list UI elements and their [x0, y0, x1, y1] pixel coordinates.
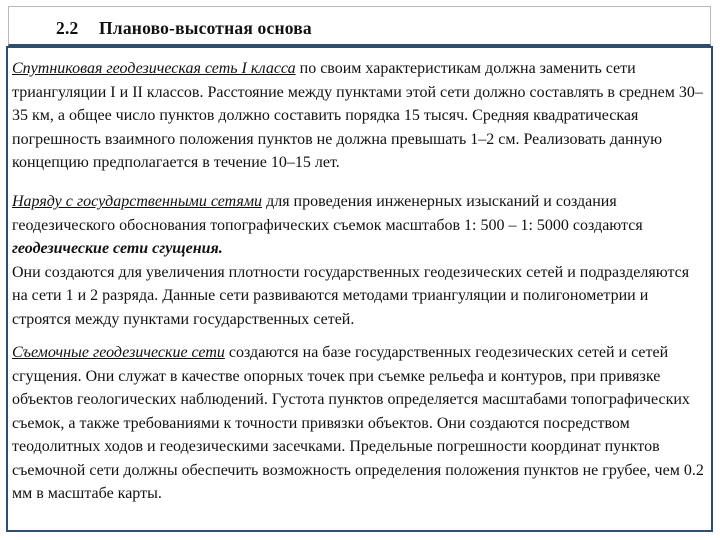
- paragraph-text: [12, 341, 706, 506]
- emphasized-term: Съемочные геодезические сети: [12, 344, 225, 361]
- paragraph-satellite-network: [12, 57, 706, 175]
- paragraph-text: [12, 190, 706, 261]
- paragraph-body: создаются на базе государственных геодезических сетей и сетей сгущения. Они служат в качестве опорных точек при съемке рельефа и контуров, при привязке объектов геологических наблюдений. Густота пунктов определяется масштабами топографических съемок, а также требованиями к точности привязки объектов. Они создаются посредством теодолитных ходов и геодезическими засечками. Предельные погрешности координат пунктов съемочной сети должны обеспечить возможность определения положения пунктов не грубее, чем 0.2 мм в масштабе карты.: [12, 344, 704, 502]
- section-header: [8, 6, 711, 46]
- section-title: Планово-высотная основа: [99, 18, 312, 38]
- paragraph-body: для проведения инженерных изысканий и создания геодезического обоснования топографических съемок масштабов 1: 500 – 1: 5000 создаются: [12, 193, 643, 234]
- paragraph-text: [12, 57, 706, 175]
- paragraph-densification-networks: [12, 190, 706, 331]
- paragraph-survey-networks: [12, 341, 706, 506]
- emphasized-term: Наряду с государственными сетями: [12, 193, 263, 210]
- emphasized-term: Спутниковая геодезическая сеть I класса: [12, 60, 296, 77]
- paragraph-text-continued: Они создаются для увеличения плотности государственных геодезических сетей и подразделяются на сети 1 и 2 разряда. Данные сети развиваются методами триангуляции и полигонометрии и строятся между пунктами государственных сетей.: [12, 263, 690, 328]
- bold-term: геодезические сети сгущения.: [12, 240, 223, 257]
- paragraph-body: по своим характеристикам должна заменить сети триангуляции I и II классов. Расстояние между пунктами этой сети должно составлять в среднем 30–35 км, а общее число пунктов должно составить порядка 15 тысяч. Средняя квадратическая погрешность взаимного положения пунктов не должна превышать 1–2 см. Реализовать данную концепцию предполагается в течение 10–15 лет.: [12, 60, 703, 171]
- section-number: 2.2: [56, 18, 79, 38]
